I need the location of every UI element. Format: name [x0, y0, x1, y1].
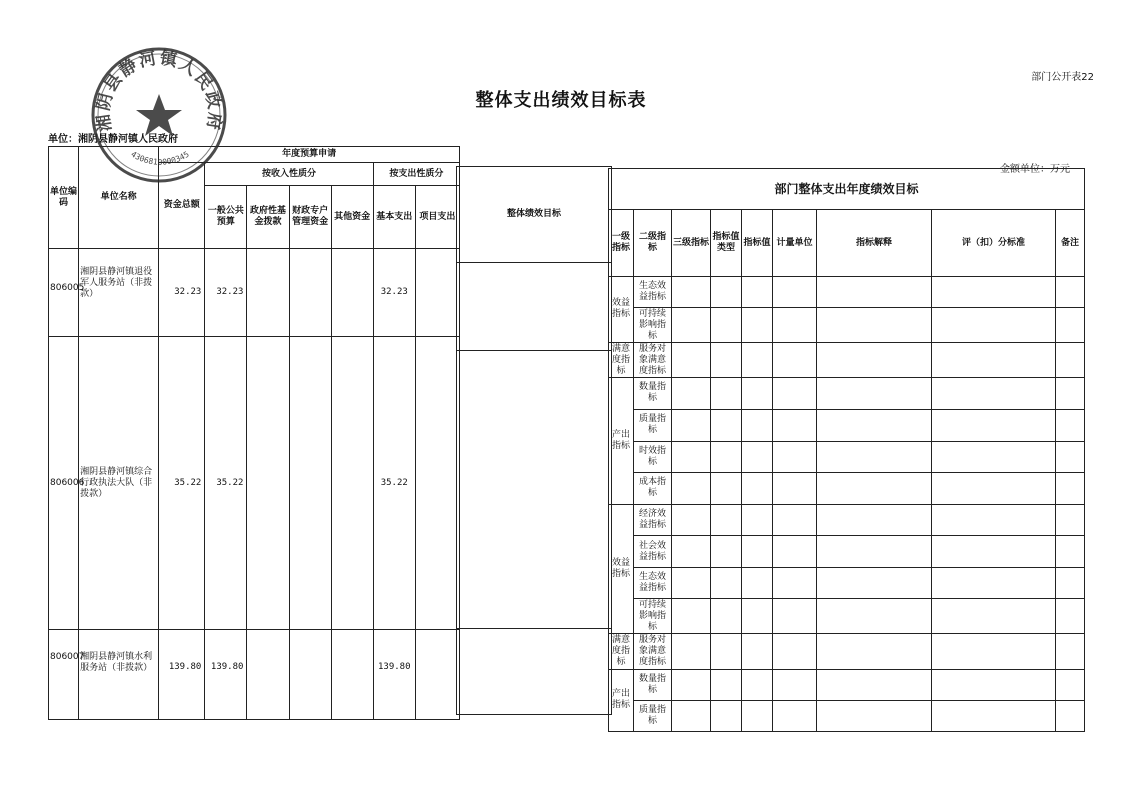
unit-name: 湘阴县静河镇退役军人服务站（非拨款）: [79, 249, 159, 337]
level1-effect: 效益指标: [609, 504, 634, 634]
level1-effect: 效益指标: [609, 276, 634, 342]
total-funds: 139.80: [159, 629, 205, 719]
level2-quality: 质量指标: [634, 409, 672, 441]
form-code: 部门公开表22: [1031, 72, 1094, 83]
header-project-expense: 项目支出: [415, 185, 459, 248]
header-basic-expense: 基本支出: [373, 185, 415, 248]
star-icon: [136, 94, 182, 136]
header-measure-unit: 计量单位: [773, 210, 817, 276]
basic-expense: 139.80: [373, 629, 415, 719]
level2-service-satisfaction: 服务对象满意度指标: [634, 634, 672, 669]
table-row: [49, 249, 460, 337]
header-remarks: 备注: [1056, 210, 1085, 276]
header-by-income: 按收入性质分: [205, 163, 373, 186]
header-annual-budget: 年度预算申请: [159, 147, 460, 163]
header-annual-targets: 部门整体支出年度绩效目标: [609, 169, 1085, 210]
header-scoring: 评（扣）分标准: [932, 210, 1056, 276]
indicator-table: [608, 168, 1085, 732]
level2-sustainable: 可持续影响指标: [634, 599, 672, 634]
level2-ecological: 生态效益指标: [634, 568, 672, 599]
table-row: [49, 629, 460, 719]
unit-name: 湘阴县静河镇综合行政执法大队（非拨款）: [79, 337, 159, 630]
header-overall-target: 整体绩效目标: [457, 167, 612, 263]
general-budget: 35.22: [205, 337, 247, 630]
unit-name: 湘阴县静河镇水利服务站（非拨款）: [79, 629, 159, 719]
level2-quality: 质量指标: [634, 700, 672, 731]
page-title: 整体支出绩效目标表: [475, 90, 647, 111]
header-explanation: 指标解释: [817, 210, 932, 276]
level2-ecological: 生态效益指标: [634, 276, 672, 307]
level1-satisfaction: 满意度指标: [609, 343, 634, 378]
seal-number: 4306810000345: [129, 149, 191, 167]
header-value-type: 指标值类型: [711, 210, 742, 276]
level2-sustainable: 可持续影响指标: [634, 307, 672, 342]
header-unit-name: 单位名称: [79, 147, 159, 249]
basic-expense: 32.23: [373, 249, 415, 337]
header-value: 指标值: [742, 210, 773, 276]
level2-quantity: 数量指标: [634, 669, 672, 700]
level1-satisfaction: 满意度指标: [609, 634, 634, 669]
level2-service-satisfaction: 服务对象满意度指标: [634, 343, 672, 378]
level1-output: 产出指标: [609, 378, 634, 504]
header-special-account: 财政专户管理资金: [289, 185, 331, 248]
header-general-budget: 一般公共预算: [205, 185, 247, 248]
header-by-expense: 按支出性质分: [373, 163, 459, 186]
amount-unit: 金额单位：万元: [1000, 164, 1070, 175]
level1-output: 产出指标: [609, 669, 634, 731]
header-unit-code: 单位编码: [49, 147, 79, 249]
seal-text: 湘阴县静河镇人民政府: [93, 48, 225, 133]
header-level3: 三级指标: [672, 210, 711, 276]
level2-economic: 经济效益指标: [634, 504, 672, 535]
general-budget: 139.80: [205, 629, 247, 719]
level2-social: 社会效益指标: [634, 535, 672, 567]
unit-line: 单位：湘阴县静河镇人民政府: [48, 134, 178, 145]
general-budget: 32.23: [205, 249, 247, 337]
header-level1: 一级指标: [609, 210, 634, 276]
header-other-funds: 其他资金: [331, 185, 373, 248]
official-seal: [86, 42, 232, 188]
level2-timeliness: 时效指标: [634, 441, 672, 472]
level2-cost: 成本指标: [634, 472, 672, 504]
basic-expense: 35.22: [373, 337, 415, 630]
overall-target-table: [456, 166, 612, 715]
table-row: [49, 337, 460, 630]
header-total-funds: 资金总额: [159, 163, 205, 249]
unit-code: 806006: [49, 337, 79, 630]
header-level2: 二级指标: [634, 210, 672, 276]
unit-code: 806007: [49, 629, 79, 719]
header-gov-fund: 政府性基金拨款: [247, 185, 289, 248]
svg-text:4306810000345: [129, 150, 191, 167]
budget-table: [48, 146, 460, 720]
level2-quantity: 数量指标: [634, 378, 672, 409]
total-funds: 32.23: [159, 249, 205, 337]
unit-code: 806005: [49, 249, 79, 337]
total-funds: 35.22: [159, 337, 205, 630]
